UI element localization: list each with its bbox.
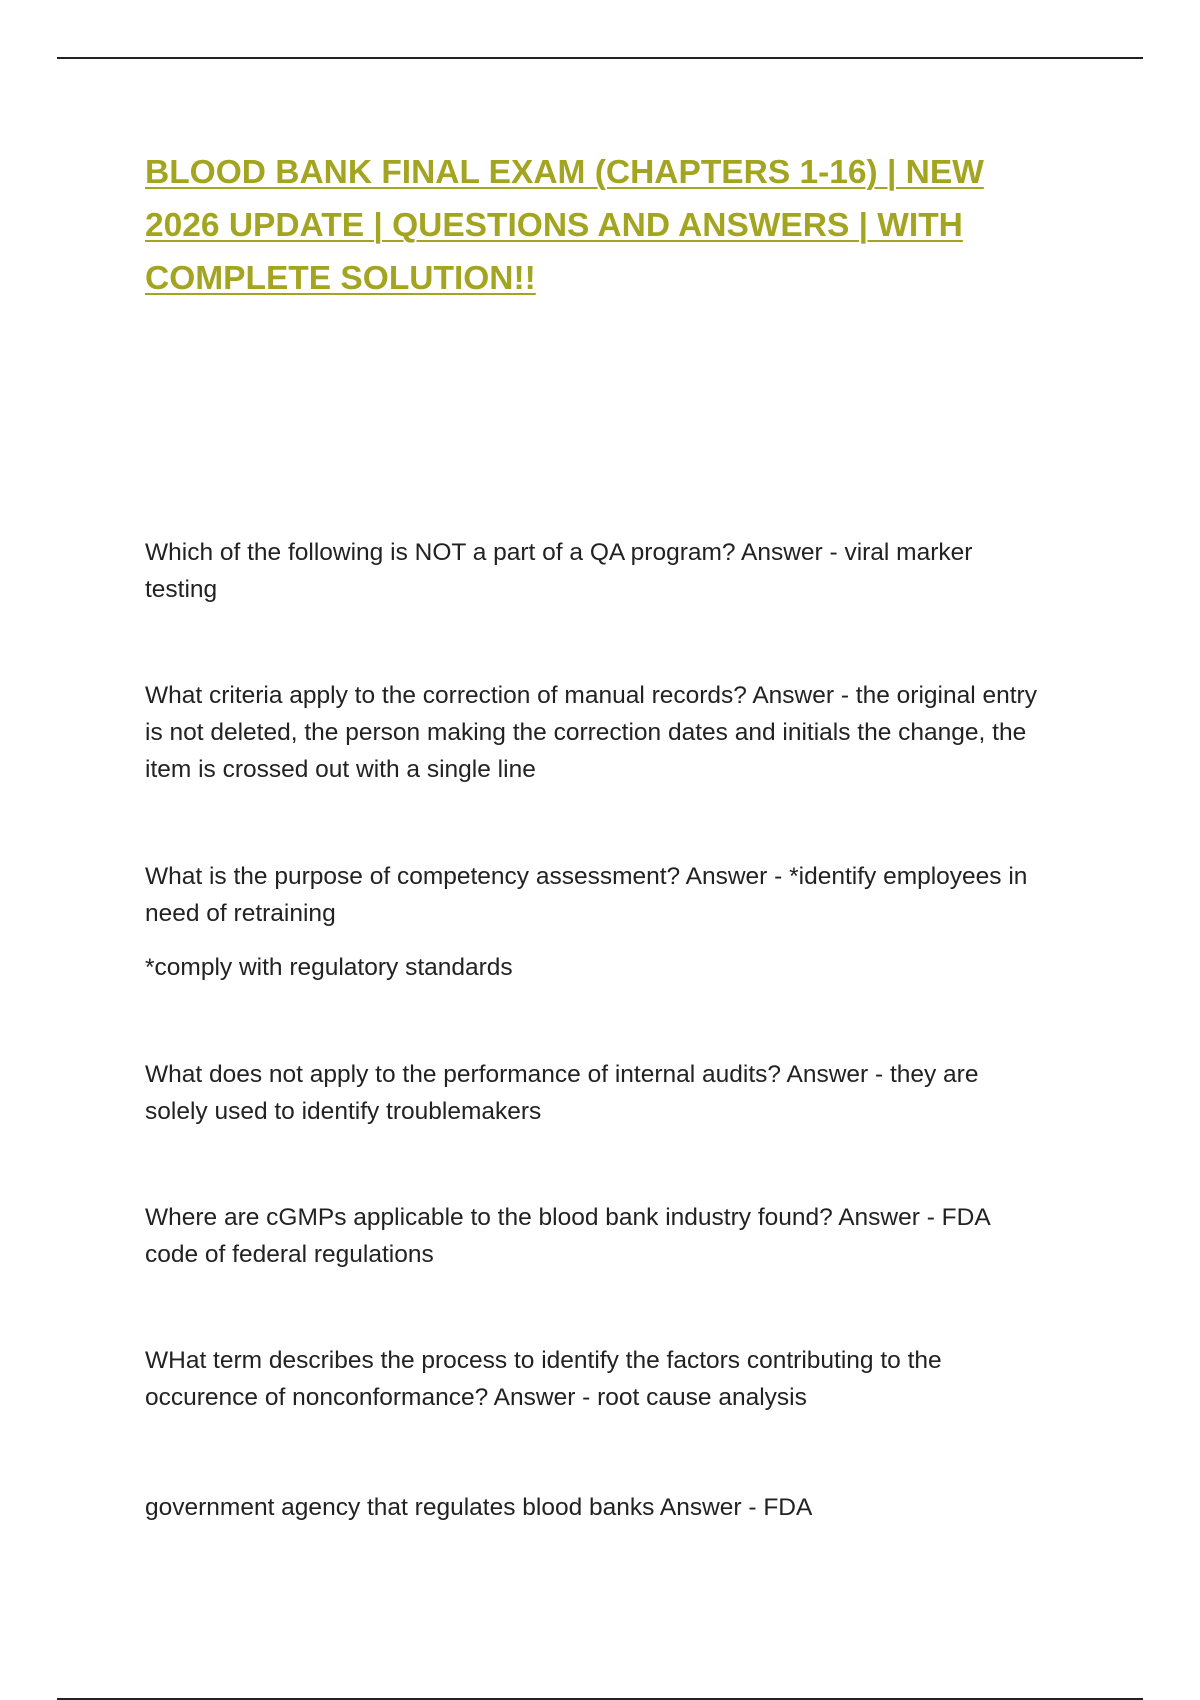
qa-text: What is the purpose of competency assessment? Answer - *identify employees in need of retraining xyxy=(145,863,1028,927)
qa-item-5 xyxy=(145,1199,1045,1273)
header-rule xyxy=(57,57,1143,59)
qa-item-3 xyxy=(145,858,1045,986)
qa-item-6 xyxy=(145,1342,1045,1416)
document-title: BLOOD BANK FINAL EXAM (CHAPTERS 1-16) | NEW 2026 UPDATE | QUESTIONS AND ANSWERS | WITH COMPLETE SOLUTION!! xyxy=(145,154,984,297)
qa-text: What criteria apply to the correction of manual records? Answer - the original entry is not deleted, the person making the correction dates and initials the change, the item is crossed out with a single line xyxy=(145,682,1037,783)
qa-text: Which of the following is NOT a part of a QA program? Answer - viral marker testing xyxy=(145,539,973,603)
qa-text: government agency that regulates blood banks Answer - FDA xyxy=(145,1494,813,1521)
qa-item-7 xyxy=(145,1489,1045,1526)
qa-text: WHat term describes the process to identify the factors contributing to the occurence of nonconformance? Answer - root cause analysis xyxy=(145,1347,942,1411)
qa-text: What does not apply to the performance of internal audits? Answer - they are solely used to identify troublemakers xyxy=(145,1061,979,1125)
qa-item-2 xyxy=(145,677,1045,788)
qa-text-continued: *comply with regulatory standards xyxy=(145,954,513,981)
qa-text: Where are cGMPs applicable to the blood bank industry found? Answer - FDA code of federal regulations xyxy=(145,1204,990,1268)
qa-item-1 xyxy=(145,534,1045,608)
qa-item-4 xyxy=(145,1056,1045,1130)
